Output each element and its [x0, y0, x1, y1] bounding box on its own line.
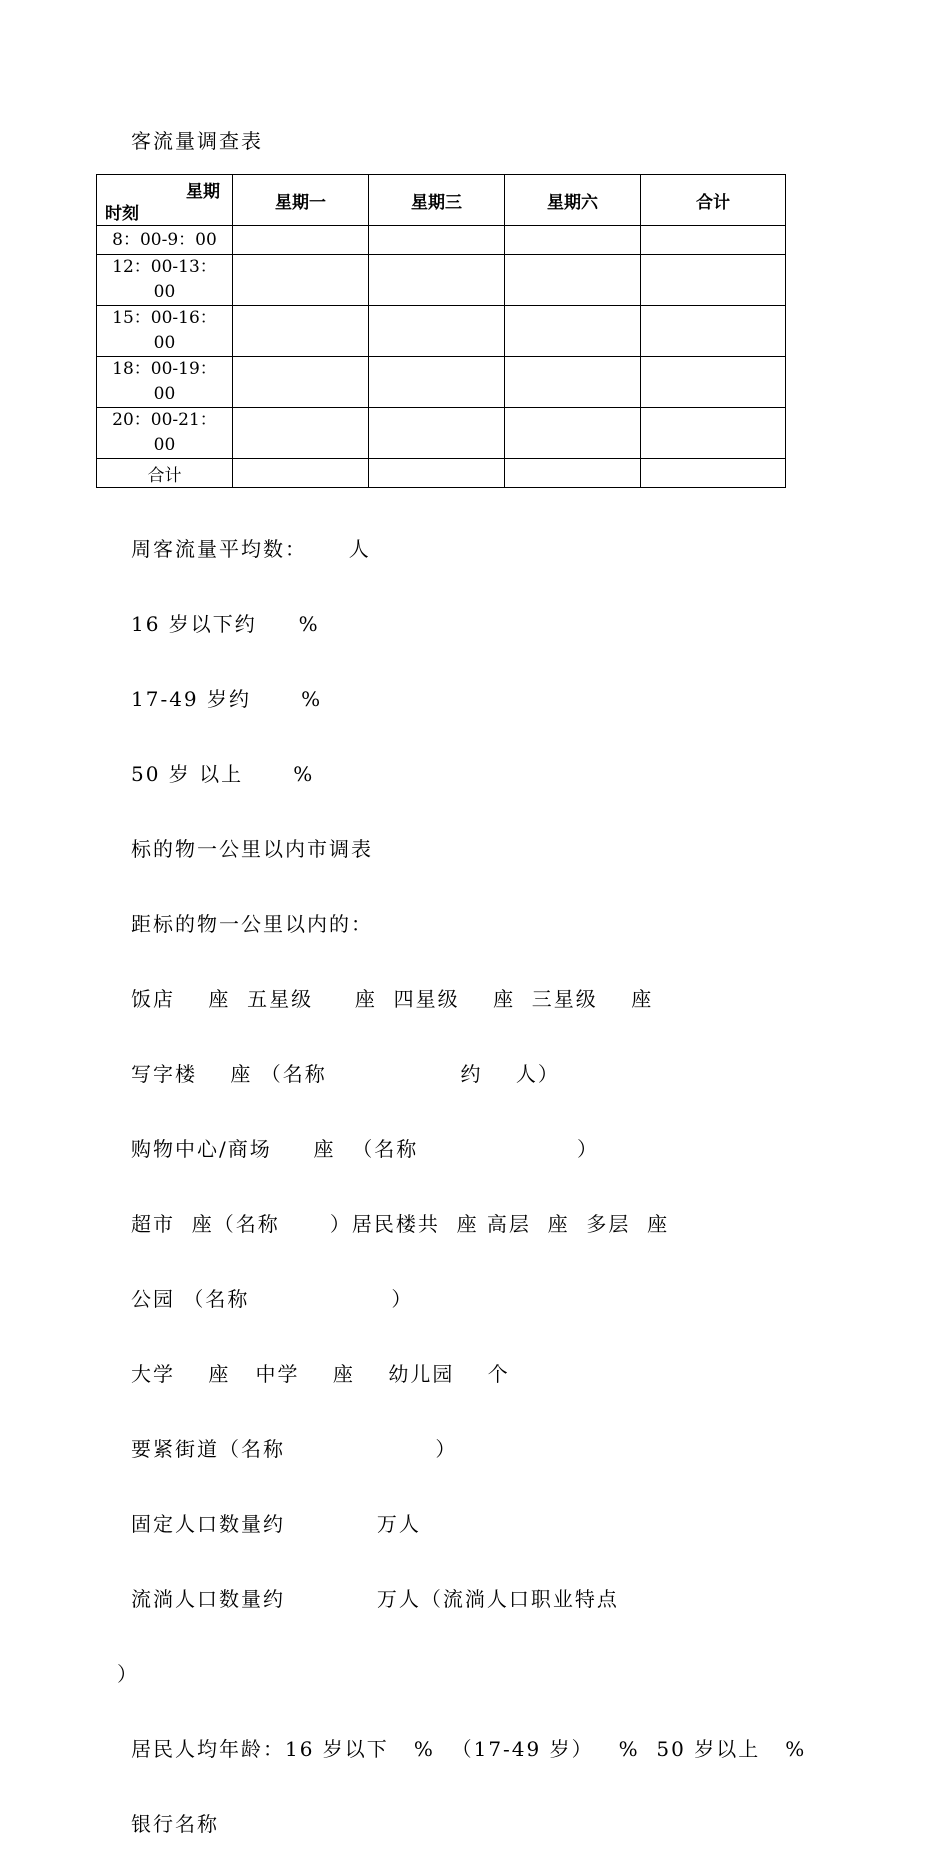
corner-time-label: 时刻	[105, 204, 139, 224]
survey-text-block	[117, 487, 807, 1862]
time-slot-label-cont: 00	[153, 435, 176, 455]
data-cell	[233, 255, 369, 306]
header-monday: 星期一	[233, 175, 369, 226]
time-slot-cell	[97, 357, 233, 408]
fixed-population-line: 固定人口数量约 万人	[131, 1512, 421, 1536]
resident-age-line: 居民人均年龄：16 岁以下 % （17-49 岁） % 50 岁以上 %	[131, 1737, 807, 1761]
corner-weekday-label: 星期	[186, 182, 220, 202]
time-slot-label-cont: 00	[153, 384, 176, 404]
data-cell	[369, 255, 505, 306]
office-buildings-line: 写字楼 座 （名称 约 人）	[131, 1062, 560, 1086]
total-label: 合计	[97, 459, 233, 488]
data-cell	[233, 226, 369, 255]
customer-flow-table	[96, 174, 786, 488]
data-cell	[641, 306, 786, 357]
data-cell	[505, 255, 641, 306]
data-cell	[233, 357, 369, 408]
time-slot-label: 12：00-13：	[112, 257, 217, 277]
parks-line: 公园 （名称 ）	[131, 1287, 414, 1311]
data-cell	[641, 357, 786, 408]
section-heading: 标的物一公里以内市调表	[131, 837, 373, 861]
time-slot-cell	[97, 226, 233, 255]
supermarkets-line: 超市 座（名称 ）居民楼共 座 高层 座 多层 座	[131, 1212, 670, 1236]
table-row	[97, 357, 786, 408]
data-cell	[369, 226, 505, 255]
data-cell	[505, 459, 641, 488]
data-cell	[233, 408, 369, 459]
table-header-row	[97, 175, 786, 226]
data-cell	[505, 306, 641, 357]
data-cell	[505, 226, 641, 255]
time-slot-cell	[97, 408, 233, 459]
table-row	[97, 226, 786, 255]
shopping-centers-line: 购物中心/商场 座 （名称 ）	[131, 1137, 600, 1161]
time-slot-cell	[97, 306, 233, 357]
table-corner-cell	[97, 175, 233, 226]
section-intro: 距标的物一公里以内的：	[131, 912, 373, 936]
header-saturday: 星期六	[505, 175, 641, 226]
table-total-row	[97, 459, 786, 488]
data-cell	[505, 357, 641, 408]
hotels-line: 饭店 座 五星级 座 四星级 座 三星级 座	[131, 987, 654, 1011]
floating-population-line: 流淌人口数量约 万人（流淌人口职业特点	[131, 1587, 619, 1611]
table-row	[97, 306, 786, 357]
data-cell	[641, 408, 786, 459]
age-under-16-line: 16 岁以下约 %	[131, 612, 320, 636]
data-cell	[369, 357, 505, 408]
data-cell	[369, 408, 505, 459]
data-cell	[641, 255, 786, 306]
time-slot-label-cont: 00	[153, 282, 176, 302]
main-streets-line: 要紧街道（名称 ）	[131, 1437, 458, 1461]
time-slot-label: 8：00-9：00	[112, 229, 217, 250]
header-wednesday: 星期三	[369, 175, 505, 226]
time-slot-label-cont: 00	[153, 333, 176, 353]
table-row	[97, 255, 786, 306]
data-cell	[369, 459, 505, 488]
age-17-49-line: 17-49 岁约 %	[131, 687, 323, 711]
schools-line: 大学 座 中学 座 幼儿园 个	[131, 1362, 510, 1386]
data-cell	[233, 459, 369, 488]
data-cell	[369, 306, 505, 357]
time-slot-label: 15：00-16：	[112, 308, 217, 328]
data-cell	[641, 226, 786, 255]
age-over-50-line: 50 岁 以上 %	[131, 762, 315, 786]
time-slot-label: 20：00-21：	[112, 410, 217, 430]
page-title: 客流量调查表	[131, 129, 263, 153]
data-cell	[641, 459, 786, 488]
table-row	[97, 408, 786, 459]
data-cell	[233, 306, 369, 357]
time-slot-label: 18：00-19：	[112, 359, 217, 379]
bank-name-line: 银行名称	[131, 1812, 219, 1836]
floating-population-line-end: ）	[117, 1662, 139, 1686]
header-total: 合计	[641, 175, 786, 226]
time-slot-cell	[97, 255, 233, 306]
weekly-average-line: 周客流量平均数： 人	[131, 537, 371, 561]
data-cell	[505, 408, 641, 459]
